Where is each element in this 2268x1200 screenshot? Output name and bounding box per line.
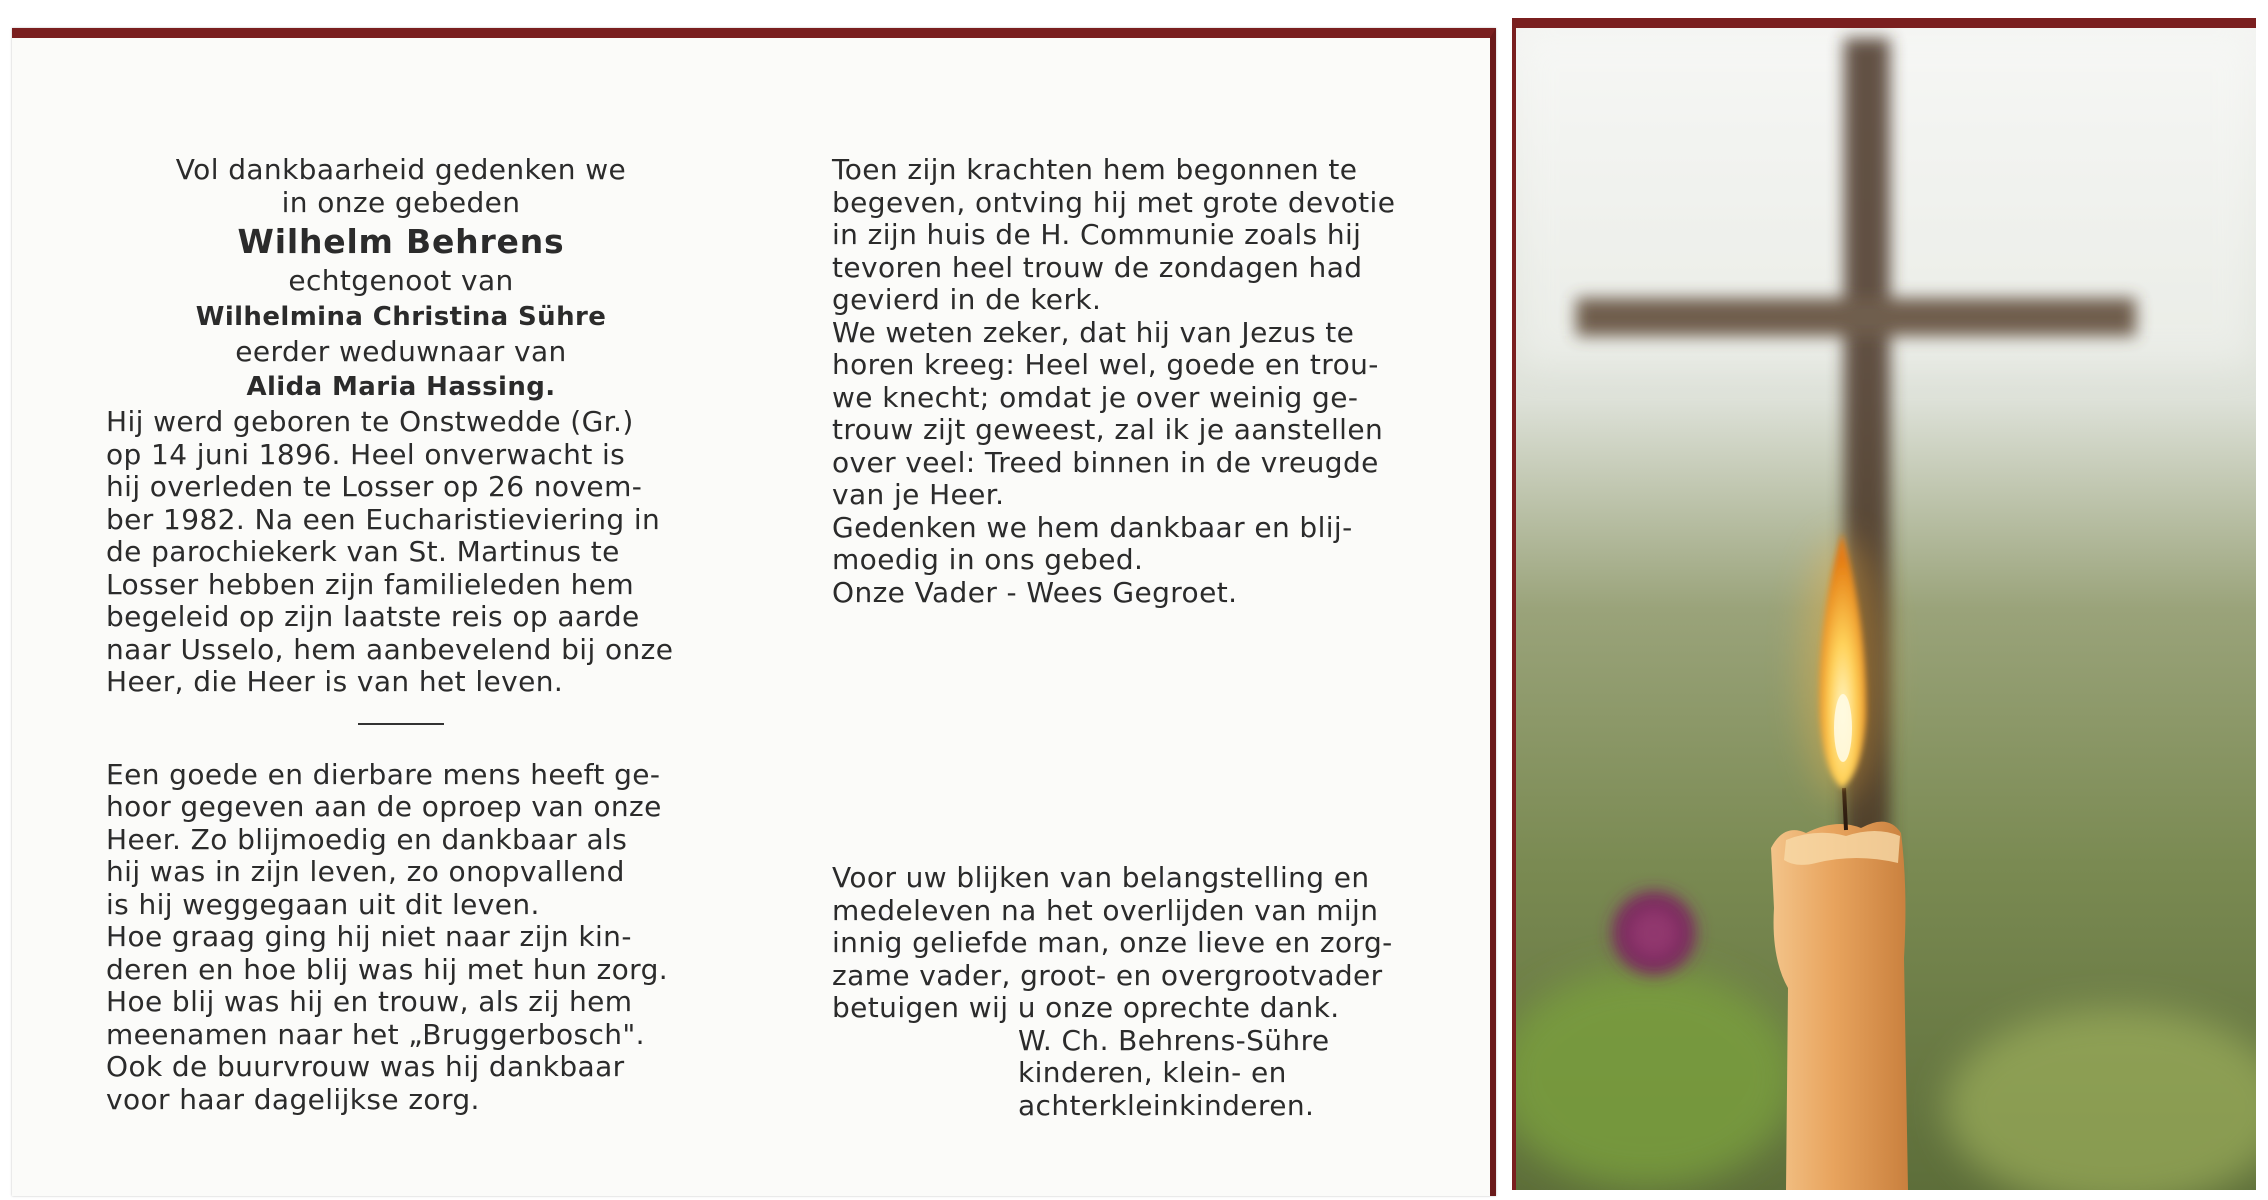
biography <box>106 406 696 699</box>
thanks-line: Voor uw blijken van belangstelling en <box>832 861 1370 894</box>
thanks-line: betuigen wij u onze oprechte dank. <box>832 991 1340 1024</box>
left-text-column <box>106 154 696 1116</box>
signature <box>832 1025 1422 1123</box>
intro-line: Vol dankbaarheid gedenken we <box>175 153 627 186</box>
tribute-line: Hoe blij was hij en trouw, als zij hem <box>106 985 633 1018</box>
intro-block <box>106 154 696 406</box>
tribute-line: is hij weggegaan uit dit leven. <box>106 887 540 921</box>
signature-line: achterkleinkinderen. <box>1018 1088 1315 1122</box>
passage <box>832 154 1422 609</box>
tribute-line: hij was in zijn leven, zo onopvallend <box>106 855 625 888</box>
tribute-line: meenamen naar het „Bruggerbosch". <box>106 1017 645 1051</box>
tribute-line: Een goede en dierbare mens heeft ge- <box>106 757 661 791</box>
passage-line: Onze Vader - Wees Gegroet. <box>832 575 1238 609</box>
passage-line: in zijn huis de H. Communie zoals hij <box>832 218 1362 251</box>
tribute-line: Hoe graag ging hij niet naar zijn kin- <box>106 920 632 953</box>
passage-line: trouw zijt geweest, zal ik je aanstellen <box>832 413 1384 446</box>
tribute-line: deren en hoe blij was hij met hun zorg. <box>106 952 669 986</box>
thanks-line: innig geliefde man, onze lieve en zorg- <box>832 926 1393 959</box>
passage-line: We weten zeker, dat hij van Jezus te <box>832 315 1355 349</box>
passage-line: gevierd in de kerk. <box>832 283 1102 316</box>
right-text-column <box>832 154 1422 1122</box>
bio-line: naar Usselo, hem aanbevelend bij onze <box>106 632 674 666</box>
first-wife-name: Alida Maria Hassing. <box>246 372 556 402</box>
signature-line: kinderen, klein- en <box>1018 1056 1287 1089</box>
tribute-line: voor haar dagelijkse zorg. <box>106 1082 480 1116</box>
bio-line: op 14 juni 1896. Heel onverwacht is <box>106 437 626 471</box>
memorial-card-text-panel <box>12 28 1496 1196</box>
passage-line: tevoren heel trouw de zondagen had <box>832 250 1363 284</box>
bio-line: Hij werd geboren te Onstwedde (Gr.) <box>106 405 634 438</box>
tribute <box>106 759 696 1117</box>
candle-cross-photo <box>1516 28 2256 1190</box>
deceased-name: Wilhelm Behrens <box>237 222 565 261</box>
spacer <box>832 609 1422 862</box>
candle <box>1771 788 1908 1190</box>
passage-line: moedig in ons gebed. <box>832 543 1144 576</box>
passage-line: horen kreeg: Heel wel, goede en trou- <box>832 348 1379 381</box>
divider-rule <box>358 723 444 725</box>
bio-line: ber 1982. Na een Eucharistieviering in <box>106 502 661 536</box>
bio-line: begeleid op zijn laatste reis op aarde <box>106 600 640 633</box>
bio-line: Losser hebben zijn familieleden hem <box>106 567 635 601</box>
memorial-photo-panel <box>1512 18 2256 1190</box>
passage-line: van je Heer. <box>832 478 1005 511</box>
widower-prefix: eerder weduwnaar van <box>235 334 567 368</box>
thanks-line: medeleven na het overlijden van mijn <box>832 893 1379 927</box>
bio-line: hij overleden te Losser op 26 novem- <box>106 470 643 503</box>
passage-line: Gedenken we hem dankbaar en blij- <box>832 510 1353 544</box>
spouse-prefix: echtgenoot van <box>288 264 514 297</box>
spouse-name: Wilhelmina Christina Sühre <box>195 301 607 332</box>
passage-line: begeven, ontving hij met grote devotie <box>832 185 1396 219</box>
thanks <box>832 862 1422 1025</box>
tribute-line: Ook de buurvrouw was hij dankbaar <box>106 1050 625 1083</box>
thanks-line: zame vader, groot- en overgrootvader <box>832 958 1383 992</box>
passage-line: we knecht; omdat je over weinig ge- <box>832 380 1359 414</box>
signature-line: W. Ch. Behrens-Sühre <box>1018 1023 1330 1057</box>
intro-line: in onze gebeden <box>281 185 521 219</box>
passage-line: over veel: Treed binnen in de vreugde <box>832 445 1379 479</box>
bio-line: de parochiekerk van St. Martinus te <box>106 535 620 568</box>
tribute-line: hoor gegeven aan de oproep van onze <box>106 790 662 823</box>
passage-line: Toen zijn krachten hem begonnen te <box>832 153 1358 186</box>
bio-line: Heer, die Heer is van het leven. <box>106 665 564 698</box>
tribute-line: Heer. Zo blijmoedig en dankbaar als <box>106 822 628 856</box>
